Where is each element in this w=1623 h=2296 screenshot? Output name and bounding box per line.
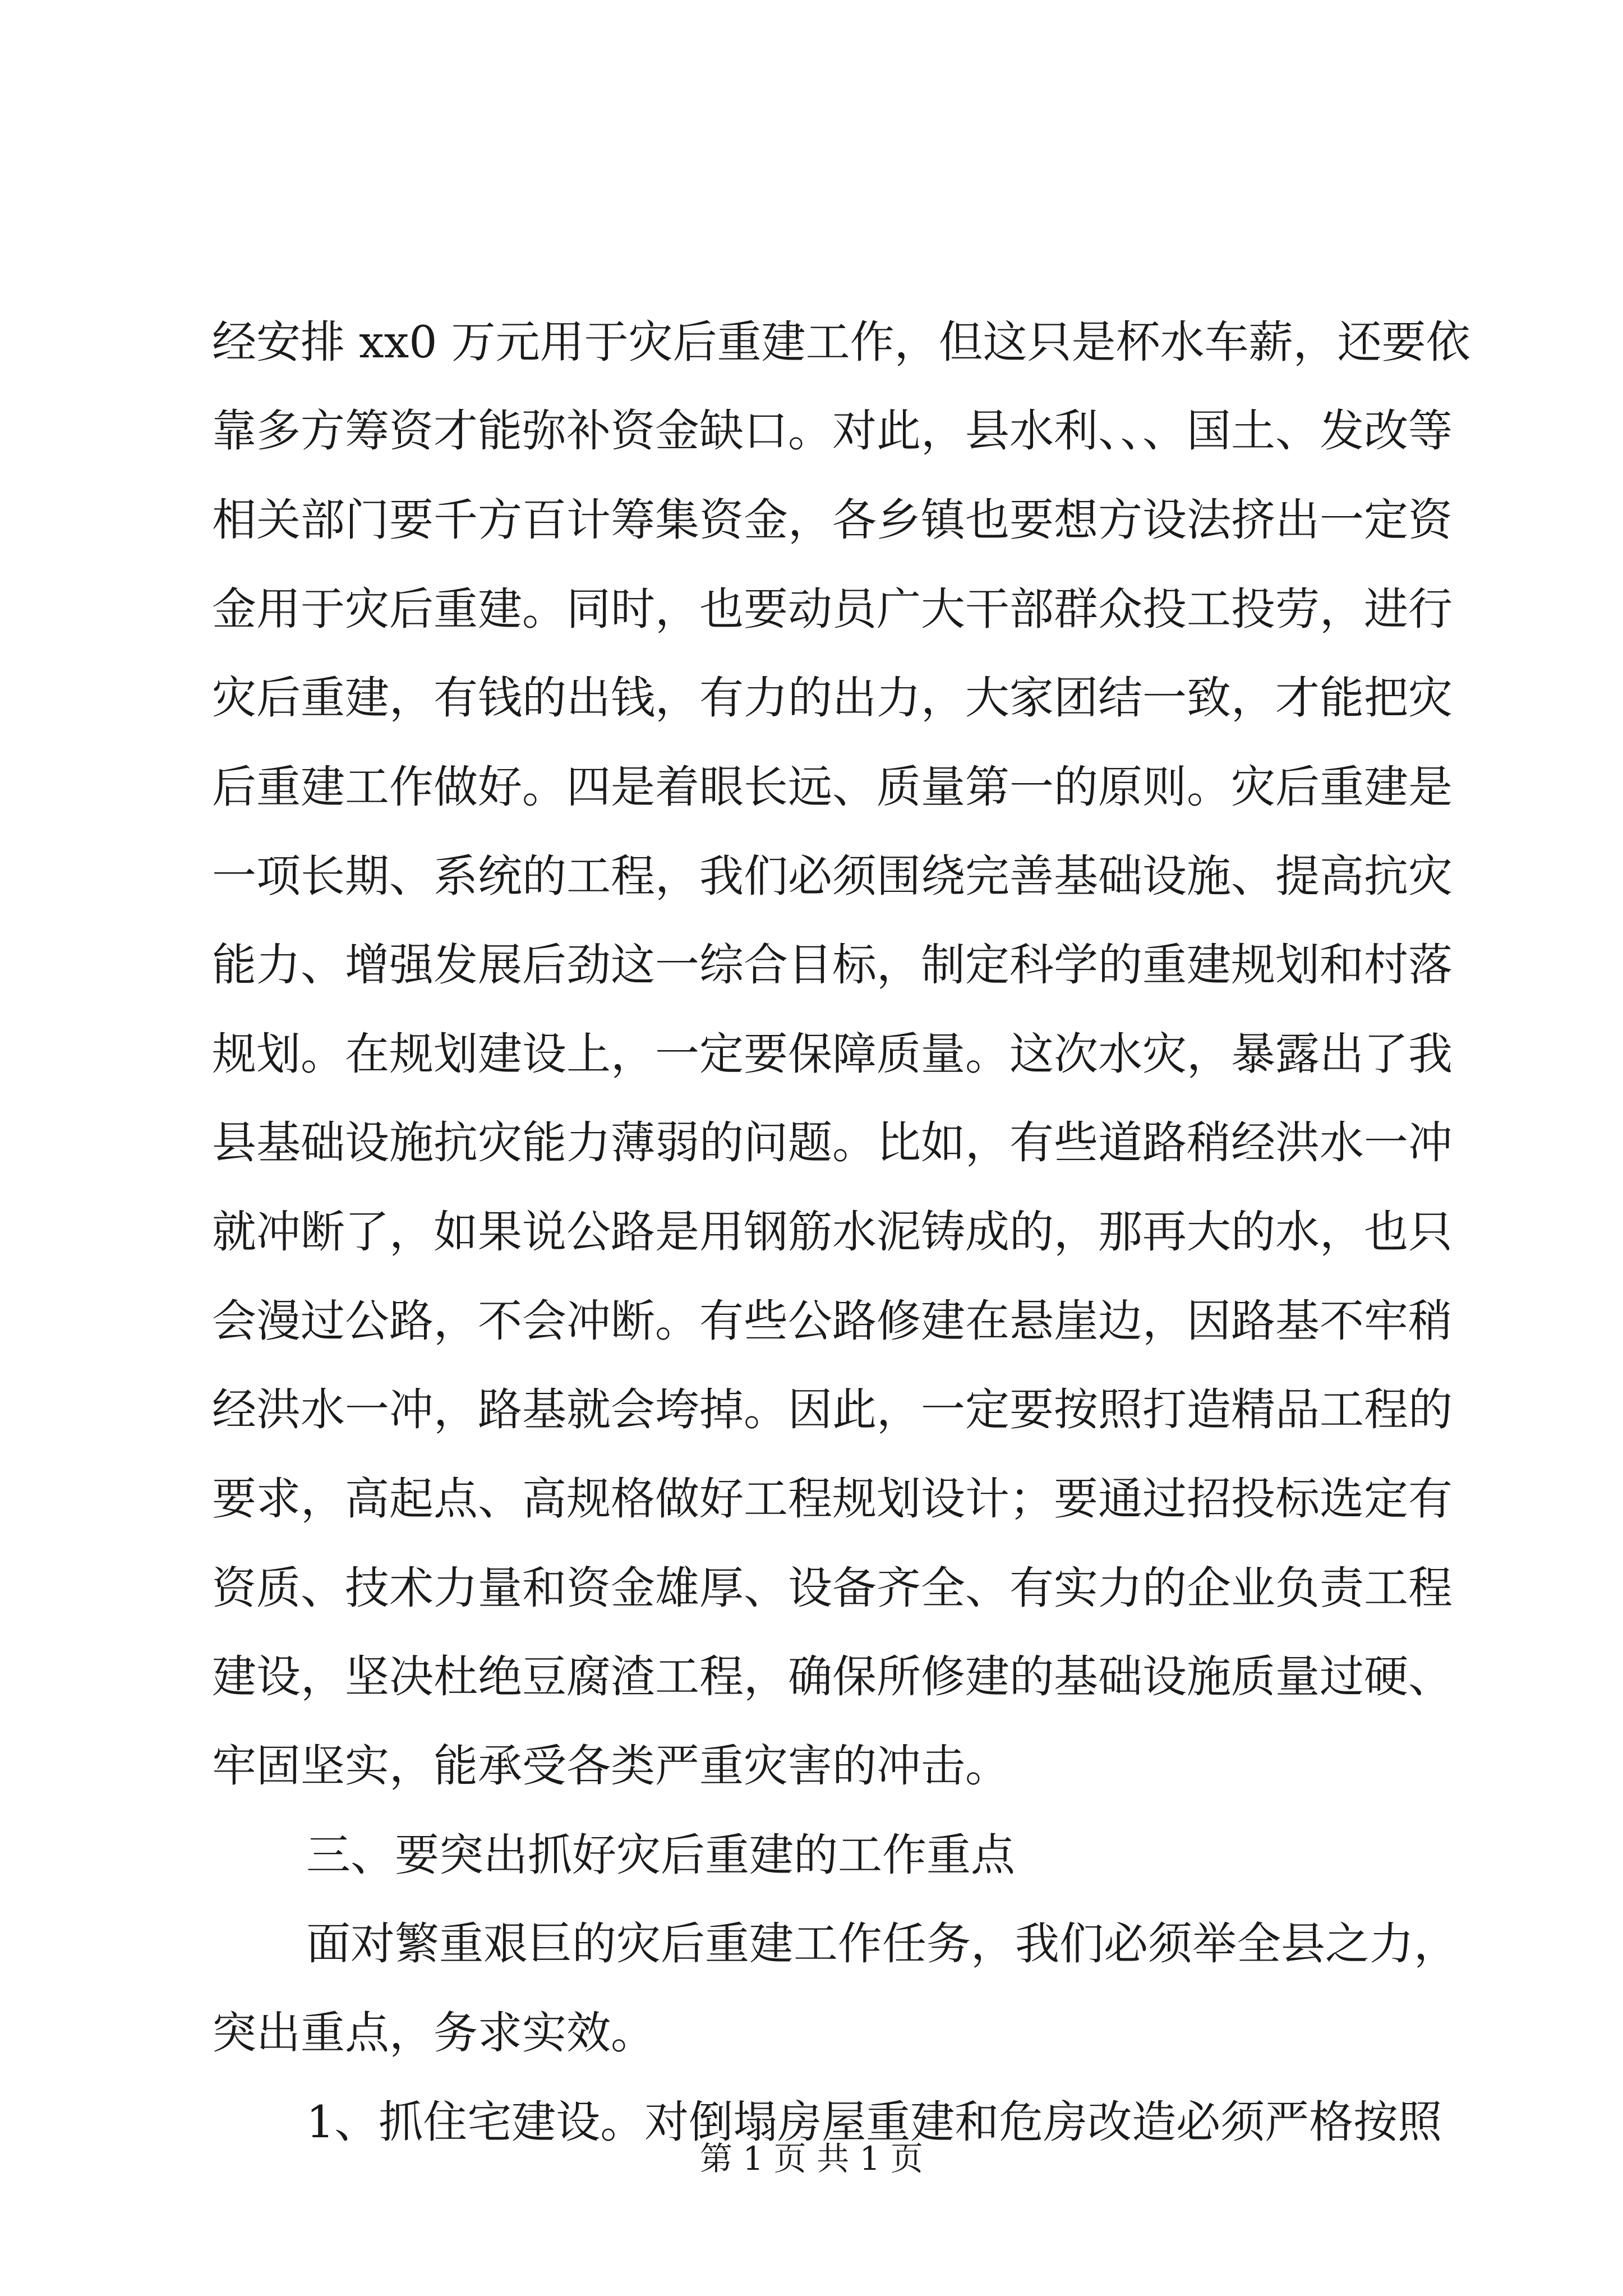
body-line: 后重建工作做好。四是着眼长远、质量第一的原则。灾后重建是 — [212, 761, 1453, 813]
body-line: 突出重点，务求实效。 — [212, 2007, 655, 2059]
page-number-footer: 第 1 页 共 1 页 — [700, 2139, 923, 2178]
body-line: 能力、增强发展后劲这一综合目标，制定科学的重建规划和村落 — [212, 939, 1453, 991]
body-line: 规划。在规划建设上，一定要保障质量。这次水灾，暴露出了我 — [212, 1028, 1453, 1080]
body-line: 1、抓住宅建设。对倒塌房屋重建和危房改造必须严格按照 — [306, 2096, 1442, 2148]
body-line: 相关部门要千方百计筹集资金，各乡镇也要想方设法挤出一定资 — [212, 494, 1453, 546]
body-line: 牢固坚实，能承受各类严重灾害的冲击。 — [212, 1740, 1009, 1792]
body-line: 灾后重建，有钱的出钱，有力的出力，大家团结一致，才能把灾 — [212, 672, 1453, 724]
body-line: 面对繁重艰巨的灾后重建工作任务，我们必须举全县之力， — [306, 1918, 1458, 1970]
body-line: 要求，高起点、高规格做好工程规划设计；要通过招投标选定有 — [212, 1473, 1453, 1525]
body-line: 县基础设施抗灾能力薄弱的问题。比如，有些道路稍经洪水一冲 — [212, 1117, 1453, 1168]
body-line: 经洪水一冲，路基就会垮掉。因此，一定要按照打造精品工程的 — [212, 1384, 1453, 1435]
body-line: 金用于灾后重建。同时，也要动员广大干部群众投工投劳，进行 — [212, 583, 1453, 635]
body-line: 资质、技术力量和资金雄厚、设备齐全、有实力的企业负责工程 — [212, 1562, 1453, 1614]
body-line: 靠多方筹资才能弥补资金缺口。对此，县水利、、、国土、发改等 — [212, 405, 1453, 457]
section-heading: 三、要突出抓好灾后重建的工作重点 — [306, 1829, 1015, 1881]
body-line: 建设，坚决杜绝豆腐渣工程，确保所修建的基础设施质量过硬、 — [212, 1651, 1453, 1703]
body-line: 经安排 xx0 万元用于灾后重建工作，但这只是杯水车薪，还要依 — [212, 316, 1470, 368]
body-line: 会漫过公路，不会冲断。有些公路修建在悬崖边，因路基不牢稍 — [212, 1295, 1453, 1347]
body-line: 一项长期、系统的工程，我们必须围绕完善基础设施、提高抗灾 — [212, 850, 1453, 902]
body-line: 就冲断了，如果说公路是用钢筋水泥铸成的，那再大的水，也只 — [212, 1206, 1453, 1258]
